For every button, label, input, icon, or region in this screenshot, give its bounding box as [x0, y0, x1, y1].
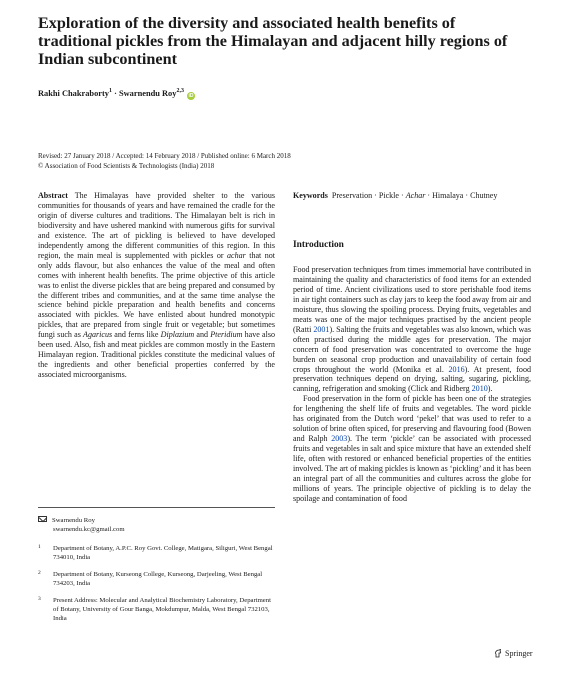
keywords: [293, 191, 531, 201]
paragraph-text: ).: [487, 384, 493, 394]
keyword-separator: ·: [374, 191, 377, 200]
abstract-label: Abstract: [38, 191, 68, 200]
keywords-label: Keywords: [293, 191, 328, 200]
affiliation-text: Department of Botany, Kurseong College, Kurseong, Darjeeling, West Bengal 734203, India: [53, 571, 263, 587]
publisher-logo: [494, 649, 533, 658]
citation-link[interactable]: 2003: [331, 434, 348, 444]
citation-link[interactable]: 2016: [448, 364, 465, 374]
affiliation-number: 2: [38, 570, 41, 576]
keyword[interactable]: Himalaya: [432, 191, 464, 200]
keyword[interactable]: Chutney: [470, 191, 498, 200]
abstract-italic-term: achar: [226, 250, 246, 260]
envelope-icon: [38, 516, 47, 522]
introduction-column: [293, 265, 531, 504]
paragraph-text: ). Salting the fruits and vegetables was also known, which was often practised during the middle ages for preservation. The major concern of food preservation was concentrated to overcome the huge burden on seasonal crop production and unavailability of certain food crops throughout the world (Monika et al.: [293, 324, 532, 374]
footnote-divider: [38, 507, 275, 508]
abstract-text: have also been used. Also, fish and meat pickles are common mostly in the Eastern Himalayan region. Traditional pickles constitute the medicinal values of the ingredients and other beneficial properties conferred by the associated microorganisms.: [38, 330, 275, 380]
publisher-name: Springer: [505, 649, 533, 658]
affiliation-number: 1: [38, 544, 41, 550]
author-name: Swarnendu Roy: [118, 88, 177, 98]
keyword[interactable]: Pickle: [378, 191, 399, 200]
abstract-text: that not only adds flavour, but also enhances the value of the meal and often comes with inherent health benefits. The prime objective of this article was to enlist the diverse pickles that are being prepared and consumed by the different tribes and communities, and at the same time analyse the science behind pickle preparation and health benefits and concerns associated with pickles. We have enlisted about hundred monotypic pickles, that are prepared from single fruit or vegetable; but sometimes fungi such as: [38, 250, 275, 340]
abstract-italic-term: Pteridium: [210, 330, 243, 340]
paragraph-text: Food preservation in the form of pickle has been one of the strategies for lengthening the shelf life of fruits and vegetables. The word pickle has originated from the Dutch word ‘pekel’ that was used to refer to a solution of brine often spiced, for preserving and flavouring food (Bowen and Ralph: [293, 394, 531, 444]
keyword[interactable]: Preservation: [331, 191, 373, 200]
author-separator: ·: [114, 88, 117, 98]
abstract: [38, 191, 275, 380]
paragraph-text: ). At present, food preservation techniques depend on drying, salting, sugaring, pickling, canning, refrigeration and smoking (Click and Ridberg: [293, 364, 531, 394]
author-affiliation-mark: 2,3: [176, 88, 184, 94]
section-heading-introduction: Introduction: [293, 240, 344, 250]
keyword-separator: ·: [427, 191, 431, 200]
publication-history: [38, 152, 291, 171]
abstract-text: and ferns like: [112, 330, 161, 340]
springer-horse-icon: [494, 649, 502, 658]
abstract-column: [38, 191, 275, 380]
correspondence-block: [38, 516, 275, 534]
author-affiliation-mark: 1: [108, 88, 112, 94]
keyword-separator: ·: [401, 191, 404, 200]
affiliation: [38, 596, 275, 623]
corresponding-author: Swarnendu Roy: [52, 517, 95, 524]
intro-paragraph: [293, 265, 531, 394]
affiliation-number: 3: [38, 596, 41, 602]
paragraph-text: Food preservation techniques from times immemorial have contributed in maintaining the quality and characteristics of food items for an extended period of time. Ancient civilizations used to store perishable food items in air tight containers such as clay jars to keep the food away from air and moisture, thus slowing the spoiling process. Drying fruits, vegetables and meats was one of the major techniques practised by the ancient people (Ratti: [293, 265, 531, 334]
author-name: Rakhi Chakraborty: [38, 88, 109, 98]
keyword-separator: ·: [465, 191, 469, 200]
corresponding-email[interactable]: swarnendu.kc@gmail.com: [53, 526, 125, 533]
affiliation: [38, 544, 275, 562]
orcid-icon[interactable]: iD: [188, 92, 194, 99]
affiliation-text: Department of Botany, A.P.C. Roy Govt. College, Matigara, Siliguri, West Bengal 734010, India: [53, 545, 273, 561]
keyword[interactable]: Achar: [405, 191, 426, 200]
author-list: [38, 88, 195, 100]
abstract-text: and: [194, 330, 211, 340]
copyright-line: © Association of Food Scientists & Technologists (India) 2018: [38, 161, 215, 170]
abstract-italic-term: Agaricus: [83, 330, 113, 340]
article-title: Exploration of the diversity and associated health benefits of traditional pickles from the Himalayan and adjacent hilly regions of Indian subcontinent: [38, 14, 508, 68]
affiliation-text: Present Address: Molecular and Analytical Biochemistry Laboratory, Department of Botany, University of Gour Banga, Mokdumpur, Malda, West Bengal 732103, India: [53, 597, 271, 622]
abstract-text: The Himalayas have provided shelter to the various communities for thousands of years and have remained the cradle for the origin of diverse cultures and traditions. The Himalayan belt is rich in biodiversity and have ushered mankind with numerous gifts for survival and existence. The art of pickling is believed to have developed independently among the different communities of this region. In this region, the main meal is supplemented with pickles or: [38, 191, 275, 260]
intro-paragraph: [293, 394, 531, 503]
publication-dates: Revised: 27 January 2018 / Accepted: 14 February 2018 / Published online: 6 March 2018: [38, 152, 291, 160]
citation-link[interactable]: 2001: [313, 324, 330, 334]
paragraph-text: ). The term ‘pickle’ can be associated with processed fruits and vegetables in salt and spice mixture that have an extended shelf life, often with restored or enhanced beneficial properties of the entities involved. The art of making pickles is known as ‘pickling’ and it has been an integral part of all the communities and cultures across the globe for millions of years. The principle objective of pickling is to delay the spoilage and contamination of food: [293, 434, 531, 503]
abstract-italic-term: Diplazium: [160, 330, 195, 340]
keywords-block: [293, 191, 531, 201]
citation-link[interactable]: 2010: [471, 384, 488, 394]
affiliation: [38, 570, 275, 588]
